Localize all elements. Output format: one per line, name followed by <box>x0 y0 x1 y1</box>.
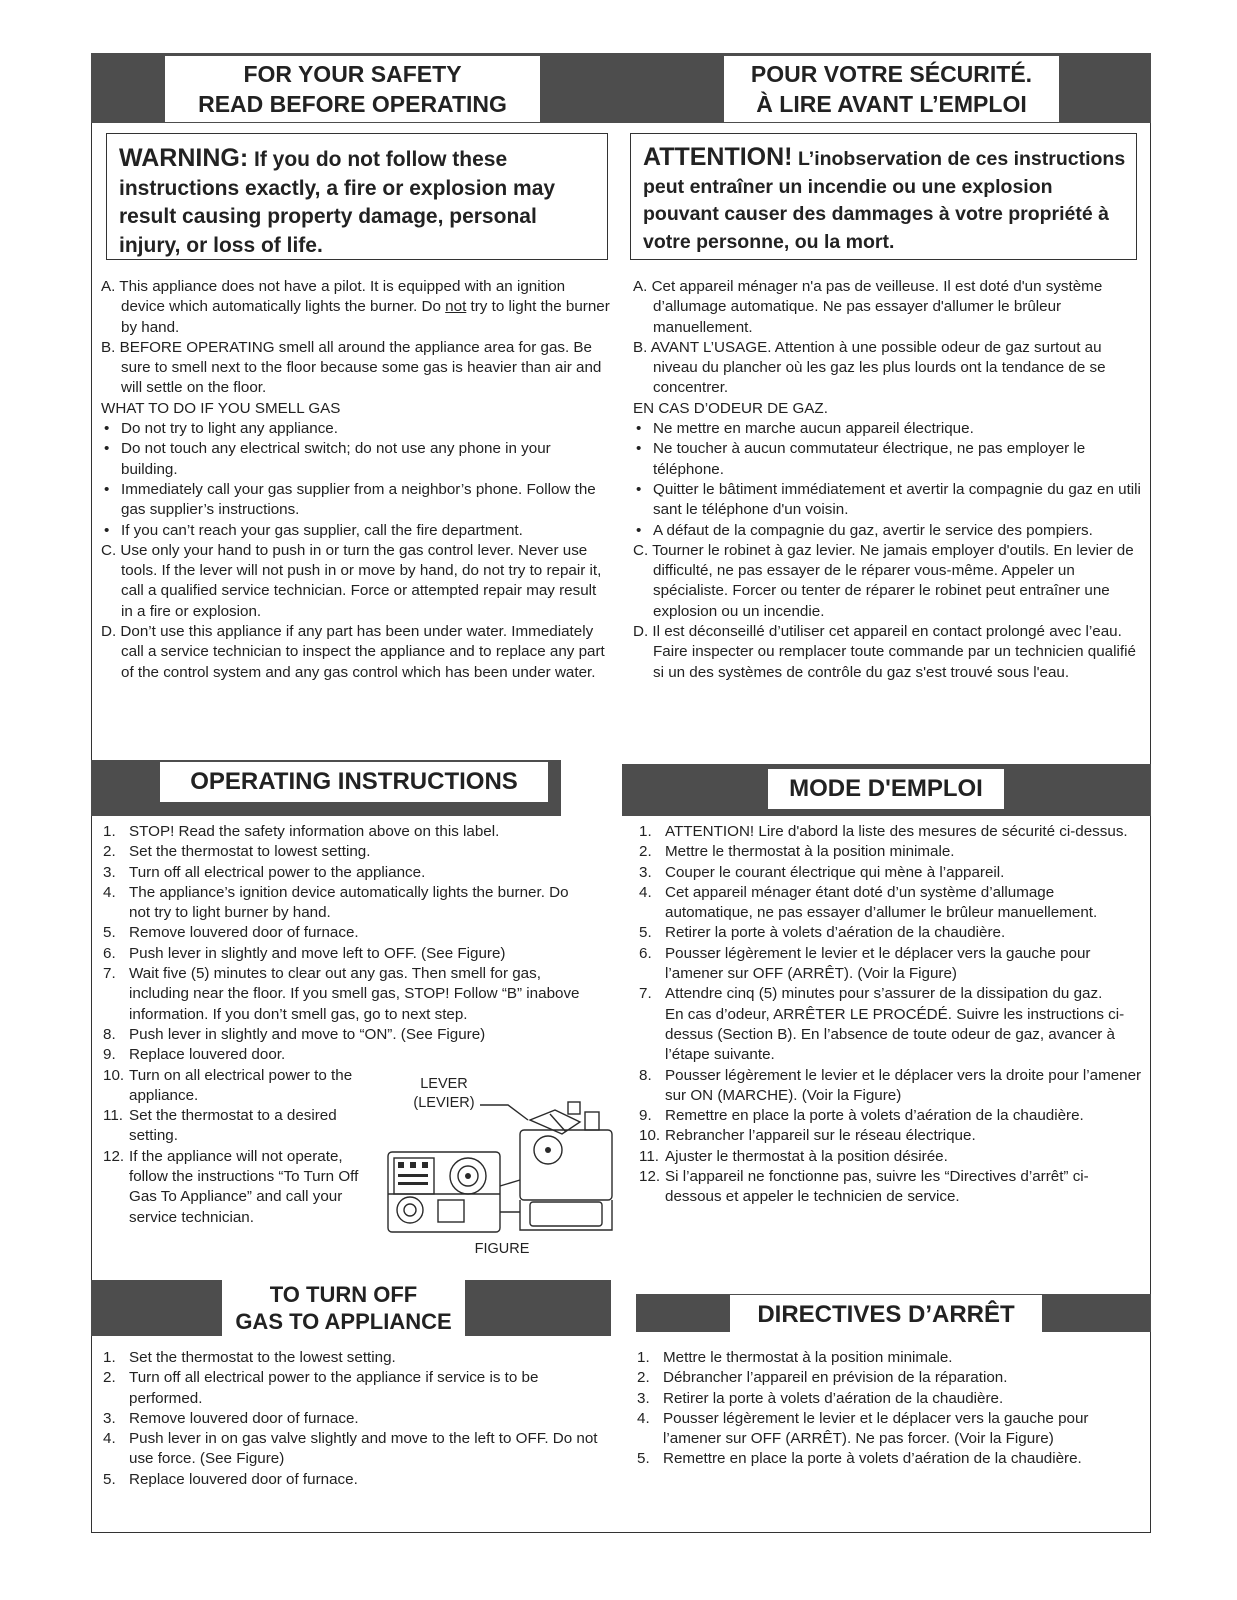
figure-lever-label: LEVER (LEVIER) <box>413 1076 475 1111</box>
gas-valve-figure <box>380 1090 620 1240</box>
fr-safety-title <box>724 56 1059 122</box>
operating-item-fr: 3. Couper le courant électrique qui mène à l’appareil. <box>639 863 1005 881</box>
fr-smell-bullet: • A défaut de la compagnie du gaz, avertir le service des pompiers. <box>633 521 1145 541</box>
fr-warning-lead: ATTENTION! <box>643 143 793 171</box>
turnoff-item-fr: 2. Débrancher l’appareil en prévision de la réparation. <box>637 1369 1008 1387</box>
en-smell-bullet: • Immediately call your gas supplier from a neighbor’s phone. Follow the gas supplier’s instructions. <box>101 480 611 521</box>
operating-item: 12. If the appliance will not operate, follow the instructions “To Turn Off Gas To Appliance” and call your service technician. <box>103 1147 359 1226</box>
fr-warning-box <box>630 133 1137 260</box>
turnoff-item: 2. Turn off all electrical power to the appliance if service is to be performed. <box>103 1369 539 1407</box>
en-safety-text <box>101 277 611 683</box>
turnoff-title-fr: DIRECTIVES D’ARRÊT <box>730 1295 1042 1335</box>
operating-item-fr: En cas d’odeur, ARRÊTER LE PROCÉDÉ. Suivre les instructions ci-dessus (Section B). En l’absence de toute odeur de gaz, avancer à l’étape suivante. <box>665 1005 1125 1064</box>
fr-safety-title-line1: POUR VOTRE SÉCURITÉ. <box>750 61 1033 87</box>
fr-safety-text <box>633 277 1145 683</box>
operating-item-fr: 9. Remettre en place la porte à volets d’aération de la chaudière. <box>639 1107 1084 1125</box>
operating-item-fr: 5. Retirer la porte à volets d’aération de la chaudière. <box>639 924 1006 942</box>
en-warning-text: If you do not follow these instructions exactly, a fire or explosion may result causing property damage, personal injury, or loss of life. <box>119 148 556 257</box>
valve-body-left <box>388 1152 500 1232</box>
fr-safety-d: D. Il est déconseillé d’utiliser cet appareil en contact prolongé avec l’eau. Faire inspecter ou remplacer toute commande par un technicien qualifié si un des systèmes de contrôle du gaz s'est trouvé sous l'eau. <box>633 623 1136 681</box>
en-safety-a: A. This appliance does not have a pilot. It is equipped with an ignition device which automatically lights the burner. Do not try to light the burner by hand. <box>101 278 610 336</box>
fr-smell-bullet: • Quitter le bâtiment immédiatement et avertir la compagnie du gaz en utili sant le téléphone d'un voisin. <box>633 480 1145 521</box>
turnoff-item: 5. Replace louvered door of furnace. <box>103 1470 358 1488</box>
operating-title-fr: MODE D'EMPLOI <box>768 769 1004 809</box>
fr-safety-c: C. Tourner le robinet à gaz levier. Ne jamais employer d'outils. En levier de difficulté, ne pas essayer de le réparer vous-même. Appeler un spécialiste. Forcer ou tenter de réparer le robinet peut entraîner une explosion ou un incendie. <box>633 541 1134 620</box>
en-smell-bullet: • If you can’t reach your gas supplier, call the fire department. <box>101 521 611 541</box>
fr-smell-heading: EN CAS D’ODEUR DE GAZ. <box>633 399 828 417</box>
en-safety-title-line1: FOR YOUR SAFETY <box>243 61 462 87</box>
en-smell-bullet: • Do not touch any electrical switch; do not use any phone in your building. <box>101 439 611 480</box>
operating-item: 6. Push lever in slightly and move left to OFF. (See Figure) <box>103 944 506 962</box>
en-warning-lead: WARNING: <box>119 144 249 172</box>
en-safety-title <box>165 56 540 122</box>
fr-safety-b: B. AVANT L’USAGE. Attention à une possible odeur de gaz surtout au niveau du plancher où les gaz les plus lourds ont la tendance de se concentrer. <box>633 338 1106 397</box>
en-safety-title-line2: READ BEFORE OPERATING <box>198 91 507 117</box>
operating-item-fr: 7. Attendre cinq (5) minutes pour s’assurer de la dissipation du gaz. <box>639 985 1103 1003</box>
en-warning-box <box>106 133 608 260</box>
turnoff-item-fr: 5. Remettre en place la porte à volets d’aération de la chaudière. <box>637 1450 1082 1468</box>
operating-item: 7. Wait five (5) minutes to clear out any gas. Then smell for gas, including near the floor. If you smell gas, STOP! Follow “B” inabove information. If you don’t smell gas, go to next step. <box>103 965 580 1023</box>
operating-title-en: OPERATING INSTRUCTIONS <box>160 762 548 802</box>
turnoff-item: 3. Remove louvered door of furnace. <box>103 1409 359 1427</box>
lever-leader-line <box>480 1105 528 1120</box>
operating-item-fr: 11. Ajuster le thermostat à la position désirée. <box>639 1147 948 1165</box>
operating-item-fr: 8. Pousser légèrement le levier et le déplacer vers la droite pour l’amener sur ON (MARCHE). (Voir la Figure) <box>639 1066 1142 1104</box>
turnoff-item: 4. Push lever in on gas valve slightly and move to the left to OFF. Do not use force. (See Figure) <box>103 1430 598 1468</box>
operating-item: 4. The appliance’s ignition device automatically lights the burner. Do not try to light burner by hand. <box>103 883 569 922</box>
operating-item: 9. Replace louvered door. <box>103 1046 286 1064</box>
operating-item: 1. STOP! Read the safety information above on this label. <box>103 823 500 840</box>
fr-safety-title-line2: À LIRE AVANT L’EMPLOI <box>756 91 1027 117</box>
operating-item-fr: 1. ATTENTION! Lire d'abord la liste des mesures de sécurité ci-dessus. <box>639 823 1128 840</box>
operating-item-fr: 4. Cet appareil ménager étant doté d’un système d’allumage automatique, ne pas essayer d’allumer le brûleur manuellement. <box>639 883 1098 922</box>
en-smell-heading: WHAT TO DO IF YOU SMELL GAS <box>101 399 341 417</box>
operating-item-fr: 10. Rebrancher l’appareil sur le réseau électrique. <box>639 1127 976 1145</box>
fr-safety-a: A. Cet appareil ménager n'a pas de veilleuse. Il est doté d'un système d’allumage automatique. Ne pas essayer d'allumer le brûleur manuellement. <box>633 278 1103 336</box>
turnoff-item-fr: 4. Pousser légèrement le levier et le déplacer vers la gauche pour l’amener sur OFF (ARRÊT). Ne pas forcer. (Voir la Figure) <box>637 1409 1089 1448</box>
operating-item: 5. Remove louvered door of furnace. <box>103 924 359 942</box>
operating-item: 3. Turn off all electrical power to the appliance. <box>103 863 426 881</box>
operating-item: 11. Set the thermostat to a desired setting. <box>103 1107 337 1145</box>
figure-caption: FIGURE <box>474 1241 530 1257</box>
operating-list-fr <box>639 822 1145 1208</box>
operating-item-fr: 2. Mettre le thermostat à la position minimale. <box>639 843 955 861</box>
operating-item-fr: 6. Pousser légèrement le levier et le déplacer vers la gauche pour l’amener sur OFF (ARRÊT). (Voir la Figure) <box>639 944 1091 983</box>
fr-smell-bullet: • Ne toucher à aucun commutateur électrique, ne pas employer le téléphone. <box>633 439 1145 480</box>
en-smell-bullet: • Do not try to light any appliance. <box>101 419 611 439</box>
turnoff-item-fr: 1. Mettre le thermostat à la position minimale. <box>637 1349 953 1366</box>
en-safety-b: B. BEFORE OPERATING smell all around the appliance area for gas. Be sure to smell next to the floor because some gas is heavier than air and will settle on the floor. <box>101 338 602 397</box>
turnoff-list-fr <box>637 1348 1145 1470</box>
en-safety-d: D. Don’t use this appliance if any part has been under water. Immediately call a service technician to inspect the appliance and to replace any part of the control system and any gas control which has been under water. <box>101 623 605 681</box>
turnoff-item: 1. Set the thermostat to the lowest setting. <box>103 1349 396 1366</box>
en-safety-c: C. Use only your hand to push in or turn the gas control lever. Never use tools. If the lever will not push in or move by hand, do not try to repair it, call a qualified service technician. Force or attempted repair may result in a fire or explosion. <box>101 541 602 620</box>
turnoff-item-fr: 3. Retirer la porte à volets d’aération de la chaudière. <box>637 1389 1004 1407</box>
fr-smell-bullet: • Ne mettre en marche aucun appareil électrique. <box>633 419 1145 439</box>
operating-item: 8. Push lever in slightly and move to “ON”. (See Figure) <box>103 1025 486 1043</box>
valve-body-right <box>520 1130 612 1200</box>
turnoff-list-en <box>103 1348 603 1490</box>
operating-item: 2. Set the thermostat to lowest setting. <box>103 843 371 861</box>
operating-item-fr: 12. Si l’appareil ne fonctionne pas, suivre les “Directives d’arrêt” ci-dessous et appeler le technicien de service. <box>639 1168 1089 1206</box>
turnoff-title-en: TO TURN OFF GAS TO APPLIANCE <box>222 1280 465 1336</box>
fr-warning-text: L’inobservation de ces instructions peut entraîner un incendie ou une explosion pouvant causer des dammages à votre propriété à votre personne, ou la mort. <box>643 148 1126 253</box>
operating-item: 10. Turn on all electrical power to the appliance. <box>103 1066 353 1104</box>
